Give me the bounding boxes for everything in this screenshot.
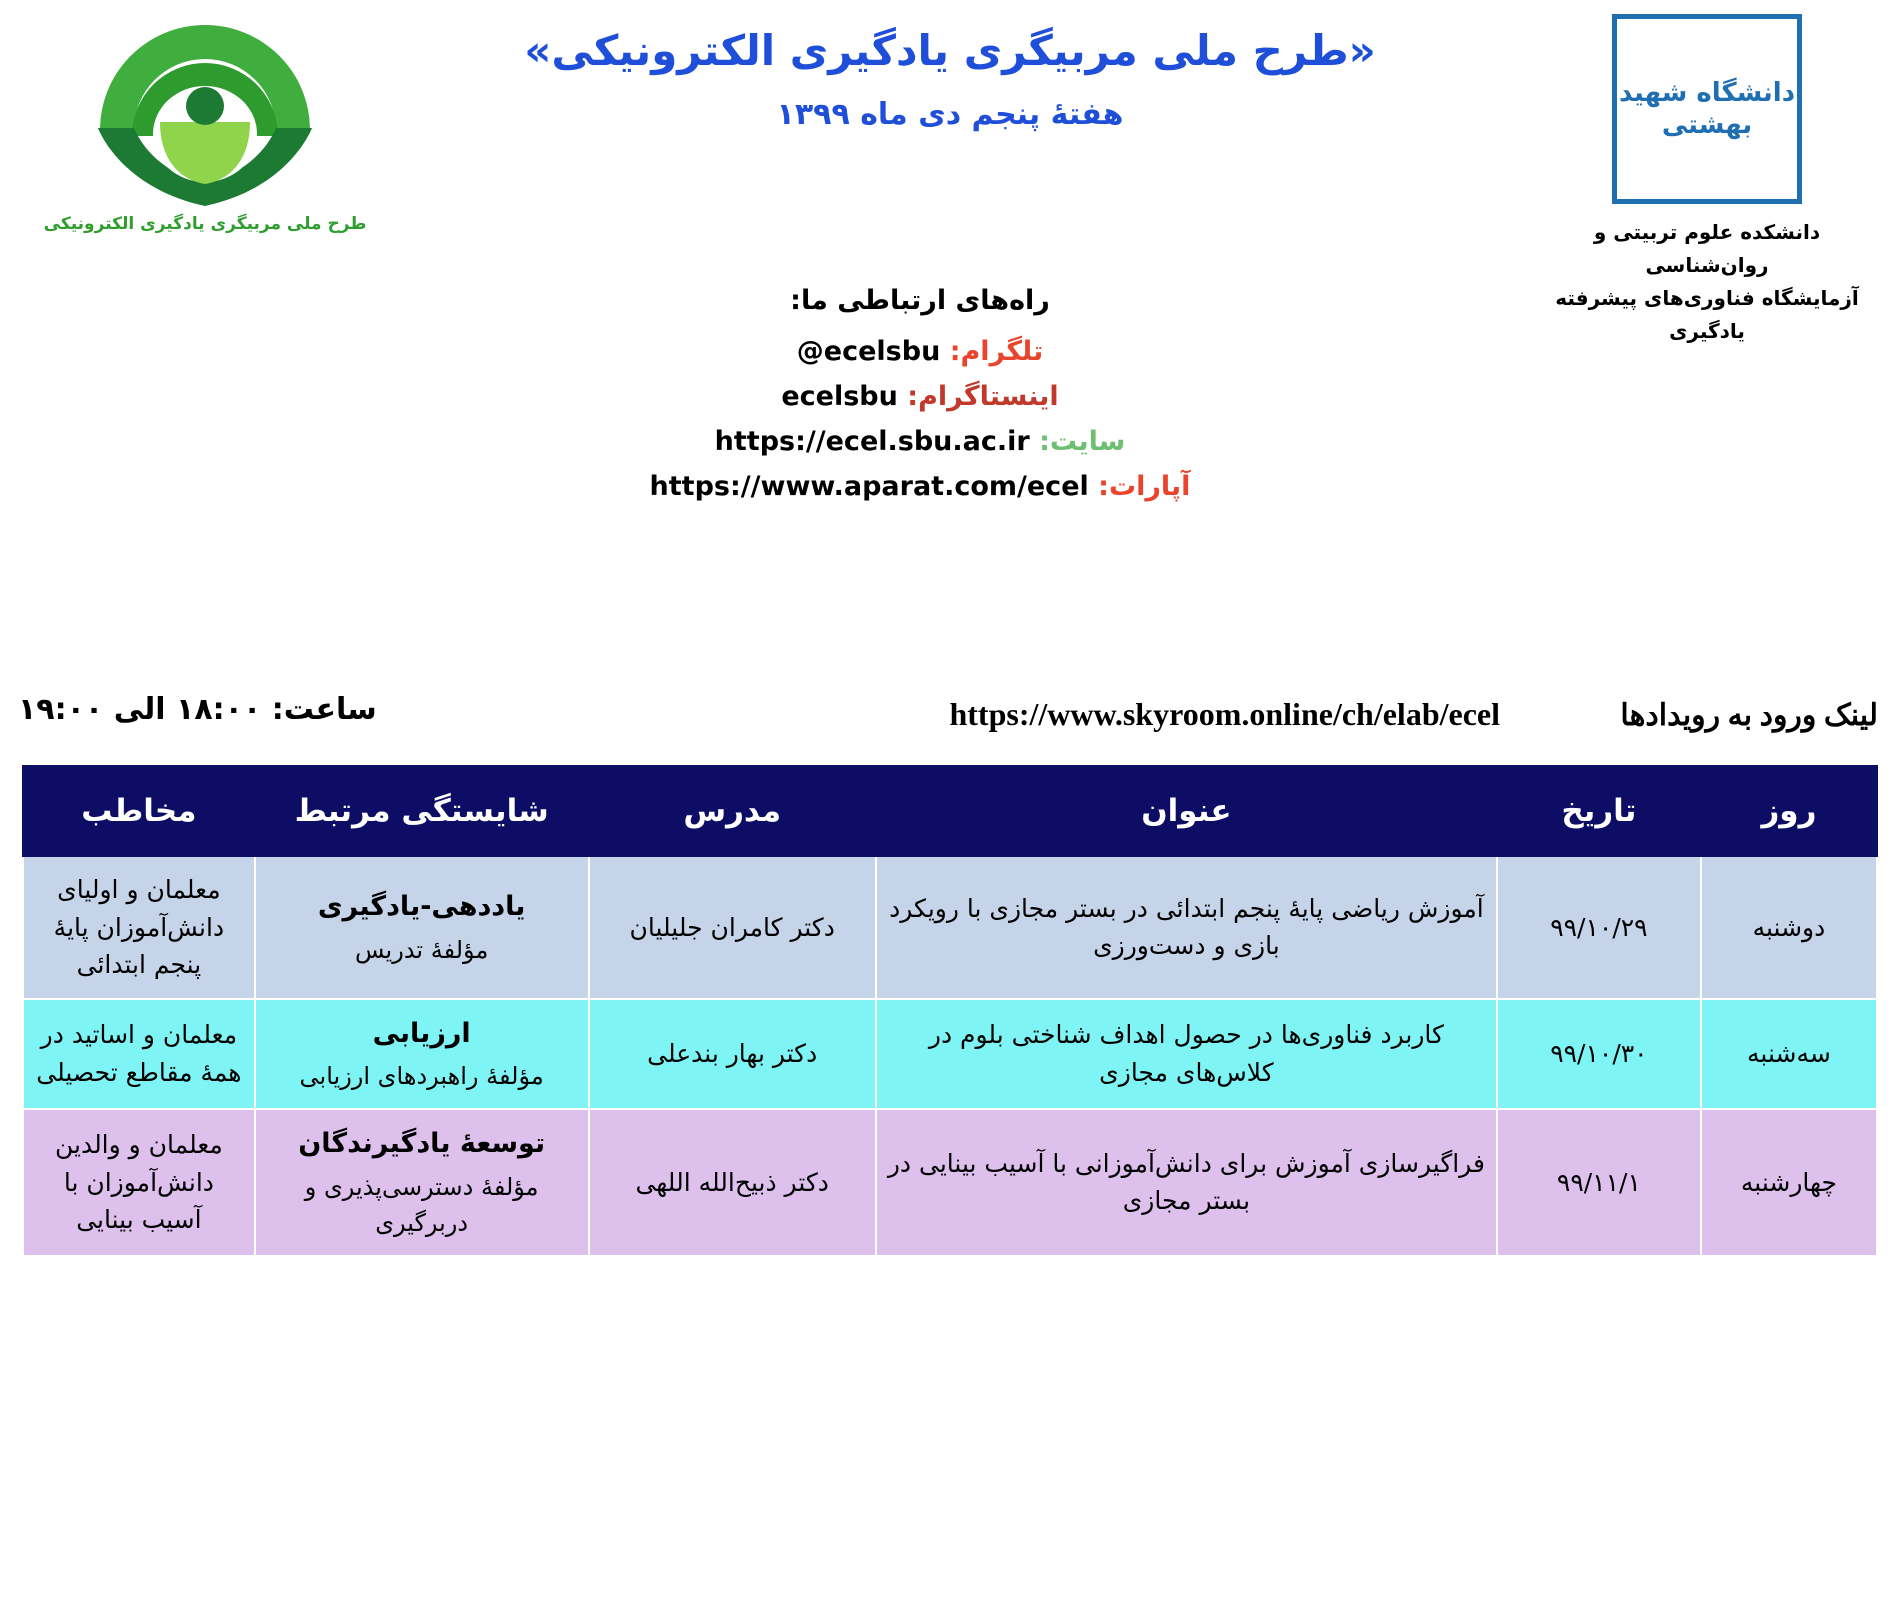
page-subtitle: هفتهٔ پنجم دی ماه ۱۳۹۹ — [776, 97, 1124, 132]
cell-teacher: دکتر ذبیح‌الله اللهی — [589, 1109, 876, 1256]
contact-heading: راه‌های ارتباطی ما: — [790, 285, 1050, 316]
contact-row-instagram: اینستاگرام: ecelsbu — [781, 381, 1059, 412]
contact-label-telegram: تلگرام — [960, 336, 1044, 367]
cell-date: ۹۹/۱۰/۳۰ — [1497, 999, 1701, 1110]
cell-audience: معلمان و اولیای دانش‌آموزان پایهٔ پنجم ابتدائی — [23, 856, 255, 999]
competency-sub: مؤلفهٔ تدریس — [354, 935, 489, 964]
sbu-logo-icon — [1612, 14, 1802, 204]
table-row — [23, 1109, 1877, 1256]
th-competency: شایستگی مرتبط — [255, 766, 589, 856]
th-day: روز — [1701, 766, 1877, 856]
cell-date: ۹۹/۱۱/۱ — [1497, 1109, 1701, 1256]
cell-teacher: دکتر بهار بندعلی — [589, 999, 876, 1110]
table-row — [23, 999, 1877, 1110]
competency-title: یاددهی-یادگیری — [317, 891, 526, 922]
th-title: عنوان — [876, 766, 1497, 856]
cell-day: سه‌شنبه — [1701, 999, 1877, 1110]
schedule-table-wrap — [22, 765, 1878, 1257]
cell-day: دوشنبه — [1701, 856, 1877, 999]
contact-row-aparat: آپارات: https://www.aparat.com/ecel — [649, 471, 1191, 502]
contact-label-site: سایت — [1049, 426, 1126, 457]
lab-name: آزمایشگاه فناوری‌های پیشرفته یادگیری — [1555, 286, 1859, 343]
competency-title: ارزیابی — [372, 1017, 471, 1049]
contact-row-site: سایت: https://ecel.sbu.ac.ir — [714, 426, 1126, 457]
cell-teacher: دکتر کامران جلیلیان — [589, 856, 876, 999]
event-link-row — [0, 690, 1900, 760]
cell-title: آموزش ریاضی پایهٔ پنجم ابتدائی در بستر مجازی با رویکرد بازی و دست‌ورزی — [876, 856, 1497, 999]
cell-audience: معلمان و والدین دانش‌آموزان با آسیب بینایی — [23, 1109, 255, 1256]
th-audience: مخاطب — [23, 766, 255, 856]
faculty-name: دانشکده علوم تربیتی و روان‌شناسی — [1593, 220, 1821, 277]
cell-competency — [255, 999, 589, 1110]
program-logo-block — [40, 10, 370, 234]
table-row — [23, 856, 1877, 999]
cell-title: فراگیرسازی آموزش برای دانش‌آموزانی با آسیب بینایی در بستر مجازی — [876, 1109, 1497, 1256]
cell-date: ۹۹/۱۰/۲۹ — [1497, 856, 1701, 999]
th-teacher: مدرس — [589, 766, 876, 856]
competency-sub: مؤلفهٔ دسترسی‌پذیری و دربرگیری — [304, 1172, 539, 1237]
contact-row-telegram: تلگرام: @ecelsbu — [796, 336, 1044, 367]
cell-audience: معلمان و اساتید در همهٔ مقاطع تحصیلی — [23, 999, 255, 1110]
contact-value-instagram[interactable]: ecelsbu — [781, 381, 898, 412]
contact-label-instagram: اینستاگرام — [918, 381, 1059, 412]
th-date: تاریخ — [1497, 766, 1701, 856]
competency-title: توسعهٔ یادگیرندگان — [298, 1128, 546, 1159]
cell-competency — [255, 856, 589, 999]
contact-label-aparat: آپارات — [1108, 471, 1191, 502]
table-header-row — [23, 766, 1877, 856]
event-link-label: لینک ورود به رویدادها — [1620, 699, 1878, 732]
ecel-logo-caption: طرح ملی مربیگری یادگیری الکترونیکی — [43, 214, 367, 234]
competency-sub: مؤلفهٔ راهبردهای ارزیابی — [299, 1062, 544, 1090]
cell-title: کاربرد فناوری‌ها در حصول اهداف شناختی بلوم در کلاس‌های مجازی — [876, 999, 1497, 1110]
page-title: «طرح ملی مربیگری یادگیری الکترونیکی» — [524, 26, 1376, 75]
contact-value-site[interactable]: https://ecel.sbu.ac.ir — [714, 426, 1030, 457]
cell-day: چهارشنبه — [1701, 1109, 1877, 1256]
event-link-url[interactable]: https://www.skyroom.online/ch/elab/ecel — [949, 696, 1500, 732]
contact-value-aparat[interactable]: https://www.aparat.com/ecel — [649, 471, 1089, 502]
contact-block — [0, 285, 1900, 516]
ecel-logo-icon — [80, 10, 330, 210]
sbu-logo-calligraphy: دانشگاه شهید بهشتی — [1618, 77, 1796, 140]
contact-value-telegram[interactable]: @ecelsbu — [796, 336, 941, 367]
cell-competency — [255, 1109, 589, 1256]
schedule-table — [22, 765, 1878, 1257]
event-time-label: ساعت: ۱۸:۰۰ الی ۱۹:۰۰ — [18, 692, 377, 727]
